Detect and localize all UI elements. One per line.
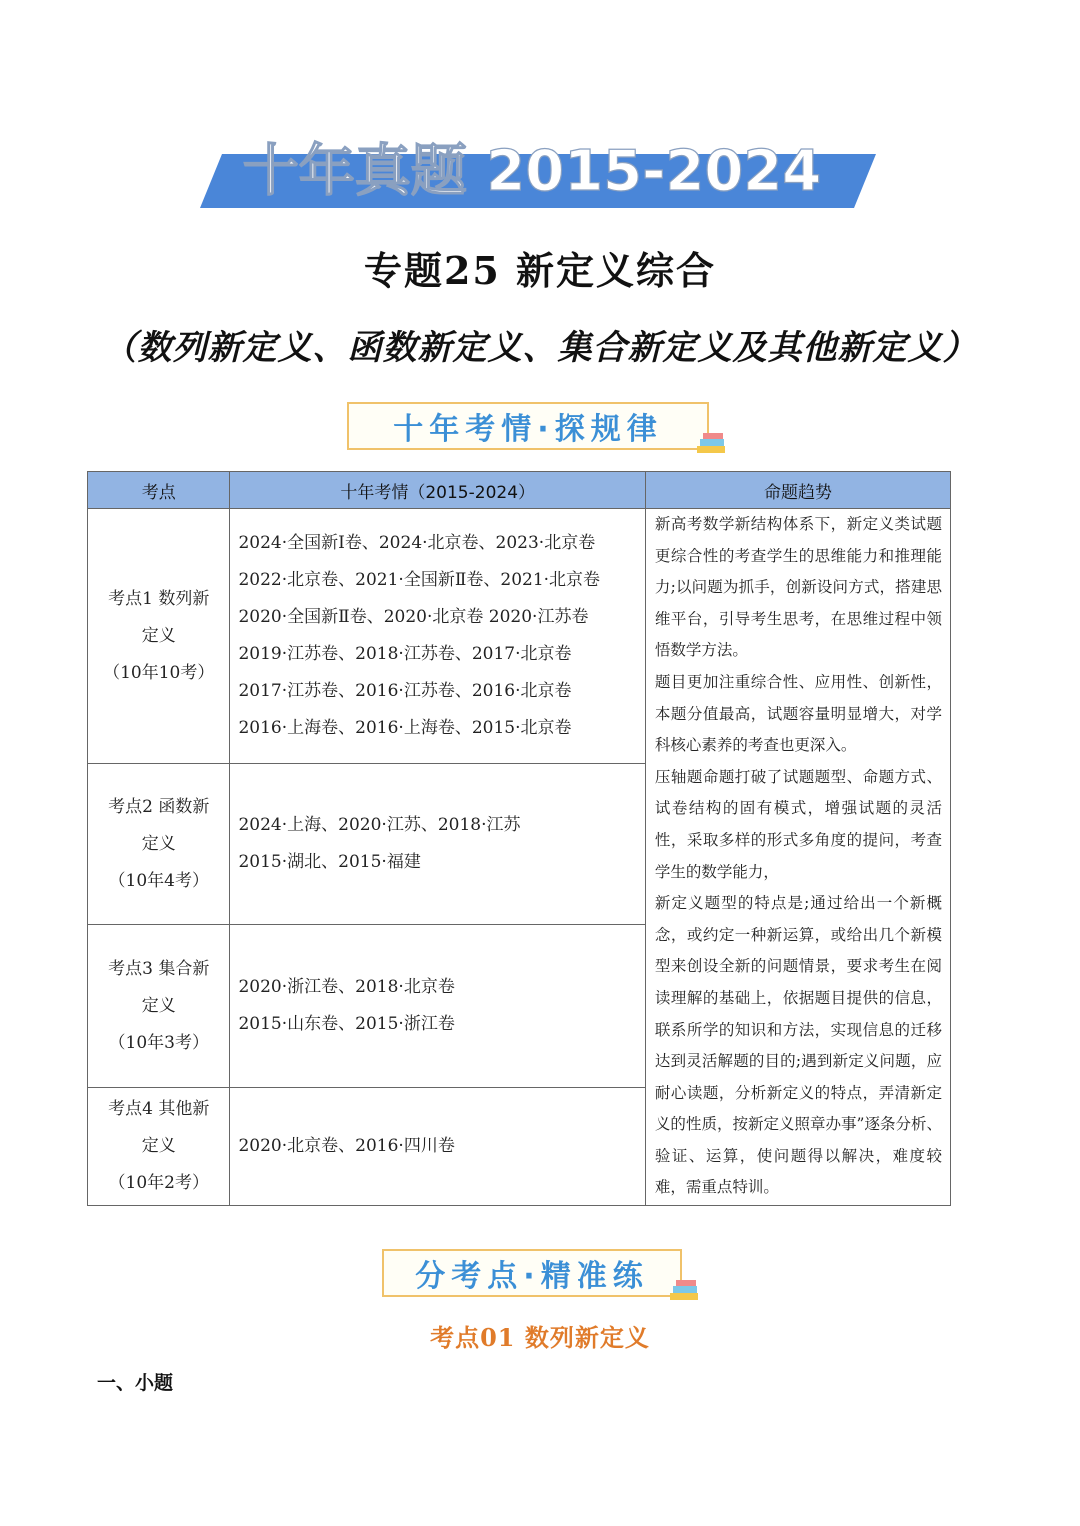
section-heading: 一、小题 (97, 1372, 174, 1394)
table-header-row (88, 472, 951, 509)
header-trend: 命题趋势 (645, 472, 950, 509)
years-line: 2020·北京卷、2016·四川卷 (238, 1136, 455, 1156)
years-line: 2020·全国新Ⅱ卷、2020·北京卷 2020·江苏卷 (238, 607, 589, 627)
years-line: 2016·上海卷、2016·上海卷、2015·北京卷 (238, 718, 572, 738)
books-icon (695, 430, 729, 460)
years-line: 2015·湖北、2015·福建 (238, 852, 421, 872)
years-line: 2024·上海、2020·江苏、2018·江苏 (238, 815, 521, 835)
years-line: 2020·浙江卷、2018·北京卷 (238, 977, 455, 997)
title-banner (200, 132, 876, 212)
years-cell (230, 1088, 645, 1206)
point-label: 考点3 集合新 (108, 958, 210, 979)
point-cell (88, 509, 230, 764)
point-label: 定义 (141, 1136, 176, 1156)
point-label: 考点2 函数新 (108, 796, 210, 817)
page-subtitle: （数列新定义、函数新定义、集合新定义及其他新定义） (102, 328, 978, 368)
ribbon-label: 分考点·精准练 (415, 1259, 649, 1294)
trend-cell (645, 509, 950, 1206)
point-cell (88, 1088, 230, 1206)
exam-trend-table (87, 471, 951, 1206)
section-ribbon-trends (347, 402, 709, 450)
years-line: 2019·江苏卷、2018·江苏卷、2017·北京卷 (238, 644, 572, 664)
trend-paragraph: 新高考数学新结构体系下，新定义类试题更综合性的考查学生的思维能力和推理能力;以问题为抓手，创新设问方式，搭建思维平台，引导考生思考，在思维过程中领悟数学方法。 (654, 515, 942, 660)
point-count: （10年4考） (108, 870, 209, 891)
point-count: （10年10考） (103, 662, 215, 683)
point-cell (88, 764, 230, 925)
trend-paragraph: 新定义题型的特点是;通过给出一个新概念，或约定一种新运算，或给出几个新模型来创设全新的问题情景，要求考生在阅读理解的基础上，依据题目提供的信息，联系所学的知识和方法，实现信息的迁移达到灵活解题的目的;遇到新定义问题，应耐心读题，分析新定义的特点，弄清新定义的性质，按新定义照章办事”逐条分析、验证、运算，使问题得以解决，难度较难，需重点特训。 (654, 894, 942, 1197)
years-line: 2017·江苏卷、2016·江苏卷、2016·北京卷 (238, 681, 572, 701)
topic-heading: 考点01 数列新定义 (430, 1323, 650, 1352)
point-count: （10年3考） (108, 1032, 209, 1053)
section-ribbon-practice (382, 1249, 682, 1297)
years-cell (230, 925, 645, 1088)
trend-paragraph: 压轴题命题打破了试题题型、命题方式、试卷结构的固有模式，增强试题的灵活性，采取多样的形式多角度的提问，考查学生的数学能力， (654, 767, 942, 881)
books-icon (668, 1277, 702, 1307)
years-line: 2015·山东卷、2015·浙江卷 (238, 1014, 455, 1034)
point-cell (88, 925, 230, 1088)
years-line: 2024·全国新Ⅰ卷、2024·北京卷、2023·北京卷 (238, 533, 596, 553)
ribbon-label: 十年考情·探规律 (393, 412, 663, 447)
point-label: 定义 (141, 995, 176, 1016)
trend-paragraph: 题目更加注重综合性、应用性、创新性，本题分值最高，试题容量明显增大，对学科核心素养的考查也更深入。 (654, 672, 942, 755)
years-line: 2022·北京卷、2021·全国新Ⅱ卷、2021·北京卷 (238, 570, 601, 590)
point-label: 定义 (141, 833, 176, 854)
years-cell (230, 509, 645, 764)
point-label: 考点1 数列新 (108, 588, 210, 609)
table-row (88, 509, 951, 764)
point-label: 定义 (141, 625, 176, 646)
point-label: 考点4 其他新 (108, 1099, 210, 1119)
header-point: 考点 (88, 472, 230, 509)
header-years: 十年考情（2015-2024） (230, 472, 645, 509)
banner-text: 十年真题 2015-2024 (242, 139, 822, 204)
page-title: 专题25 新定义综合 (363, 248, 717, 293)
years-cell (230, 764, 645, 925)
point-count: （10年2考） (108, 1173, 209, 1193)
